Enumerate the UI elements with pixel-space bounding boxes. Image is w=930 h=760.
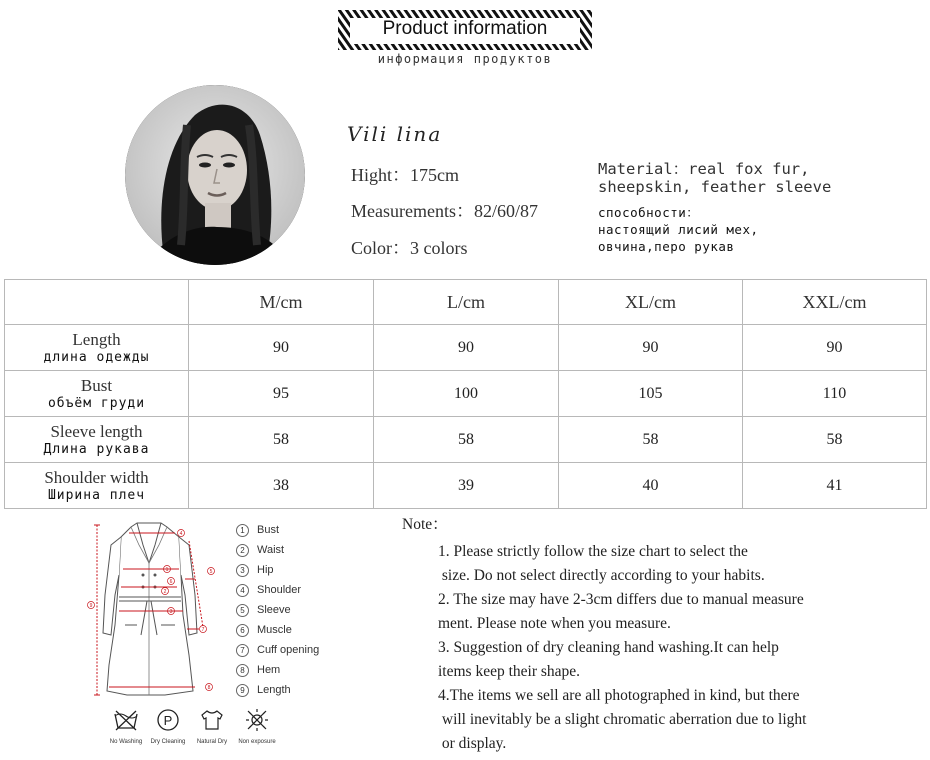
dry-cleaning-icon [154, 708, 182, 732]
care-label: Natural Dry [196, 739, 228, 745]
table-header-row [5, 280, 927, 325]
model-portrait [125, 85, 305, 265]
legend-label: Bust [257, 524, 280, 536]
coat-measurement-diagram [85, 515, 225, 705]
row-label [5, 417, 189, 463]
care-no-exposure [227, 708, 287, 745]
column-header: L/cm [374, 280, 559, 325]
diagram-number: 3 [169, 608, 173, 615]
material-ru-line: способности： [598, 205, 700, 220]
column-header: M/cm [189, 280, 374, 325]
table-corner-cell [5, 280, 189, 325]
legend-item [236, 620, 319, 640]
legend-number: 5 [236, 604, 249, 617]
legend-item [236, 660, 319, 680]
legend-label: Muscle [257, 624, 292, 636]
portrait-image [125, 85, 305, 265]
notes-title: Note： [402, 516, 448, 533]
care-label: Non exposure [238, 739, 276, 745]
table-cell: 58 [743, 417, 927, 463]
note-line: size. Do not select directly according to your habits. [438, 567, 765, 584]
material-en-line: Material：real fox fur, [598, 160, 810, 178]
column-header: XL/cm [559, 280, 743, 325]
legend-item [236, 560, 319, 580]
material-en [598, 160, 898, 196]
legend-item [236, 680, 319, 700]
legend-label: Waist [257, 544, 285, 556]
row-label-en: Sleeve length [50, 421, 143, 441]
table-cell: 58 [559, 417, 743, 463]
table-row [5, 325, 927, 371]
model-height: Hight：175cm [351, 165, 459, 185]
legend-number: 8 [236, 664, 249, 677]
note-line: ment. Please note when you measure. [438, 615, 671, 632]
table-cell: 90 [189, 325, 374, 371]
measurement-legend [236, 520, 319, 700]
legend-number: 3 [236, 564, 249, 577]
legend-label: Length [257, 684, 291, 696]
table-cell: 58 [189, 417, 374, 463]
note-line: 4.The items we sell are all photographed in kind, but there [438, 687, 800, 704]
notes-section [402, 513, 922, 756]
model-name: Vili lina [347, 122, 443, 146]
material-ru-line: настоящий лисий мех, [598, 222, 759, 237]
note-line: will inevitably be a slight chromatic aberration due to light [438, 711, 807, 728]
diagram-number: 8 [207, 684, 211, 691]
no-washing-icon [112, 708, 140, 732]
natural-dry-icon [198, 708, 226, 732]
legend-number: 2 [236, 544, 249, 557]
diagram-number: 9 [89, 602, 93, 609]
row-label-en: Length [72, 329, 121, 349]
note-line: or display. [438, 735, 507, 752]
legend-number: 1 [236, 524, 249, 537]
table-row [5, 371, 927, 417]
row-label-ru: длина одежды [43, 349, 150, 365]
row-label [5, 463, 189, 509]
row-label [5, 371, 189, 417]
note-line: 3. Suggestion of dry cleaning hand washing.It can help [438, 639, 779, 656]
legend-label: Sleeve [257, 604, 291, 616]
table-cell: 95 [189, 371, 374, 417]
note-line: items keep their shape. [438, 663, 581, 680]
note-line: 1. Please strictly follow the size chart to select the [438, 543, 748, 560]
legend-label: Hem [257, 664, 281, 676]
table-cell: 110 [743, 371, 927, 417]
care-label: Dry Cleaning [150, 739, 186, 745]
header-banner [336, 8, 594, 52]
legend-number: 9 [236, 684, 249, 697]
table-cell: 105 [559, 371, 743, 417]
table-cell: 38 [189, 463, 374, 509]
legend-number: 6 [236, 624, 249, 637]
table-cell: 58 [374, 417, 559, 463]
row-label-ru: Длина рукава [43, 441, 150, 457]
legend-item [236, 640, 319, 660]
table-cell: 90 [743, 325, 927, 371]
row-label-ru: Ширина плеч [47, 487, 146, 503]
table-cell: 40 [559, 463, 743, 509]
model-measurements: Measurements：82/60/87 [351, 201, 538, 221]
table-row [5, 463, 927, 509]
legend-item [236, 600, 319, 620]
row-label-en: Shoulder width [44, 467, 149, 487]
diagram-number: 1 [165, 566, 169, 573]
legend-item [236, 520, 319, 540]
model-color: Color：3 colors [351, 238, 468, 258]
material-ru-line: овчина,перо рукав [598, 239, 735, 254]
row-label-ru: объём груди [47, 395, 146, 411]
row-label [5, 325, 189, 371]
legend-label: Shoulder [257, 584, 302, 596]
no-sun-exposure-icon [243, 708, 271, 732]
care-label: No Washing [109, 739, 143, 745]
diagram-number: 2 [163, 588, 167, 595]
material-en-line: sheepskin, feather sleeve [598, 178, 832, 196]
legend-label: Hip [257, 564, 274, 576]
table-row [5, 417, 927, 463]
column-header: XXL/cm [743, 280, 927, 325]
dry-cleaning-letter: P [163, 713, 173, 728]
diagram-number: 6 [169, 578, 173, 585]
legend-item [236, 580, 319, 600]
diagram-number: 4 [179, 530, 183, 537]
legend-number: 7 [236, 644, 249, 657]
legend-number: 4 [236, 584, 249, 597]
material-ru [598, 204, 918, 255]
legend-item [236, 540, 319, 560]
banner-title: Product information [382, 18, 548, 39]
banner-subtitle: информация продуктов [377, 52, 553, 66]
legend-label: Cuff opening [257, 644, 320, 656]
table-cell: 100 [374, 371, 559, 417]
row-label-en: Bust [80, 375, 113, 395]
table-cell: 39 [374, 463, 559, 509]
table-cell: 41 [743, 463, 927, 509]
table-cell: 90 [559, 325, 743, 371]
note-line: 2. The size may have 2-3cm differs due to manual measure [438, 591, 804, 608]
diagram-number: 5 [209, 568, 213, 575]
size-table [4, 279, 927, 509]
diagram-number: 7 [201, 626, 205, 633]
table-cell: 90 [374, 325, 559, 371]
